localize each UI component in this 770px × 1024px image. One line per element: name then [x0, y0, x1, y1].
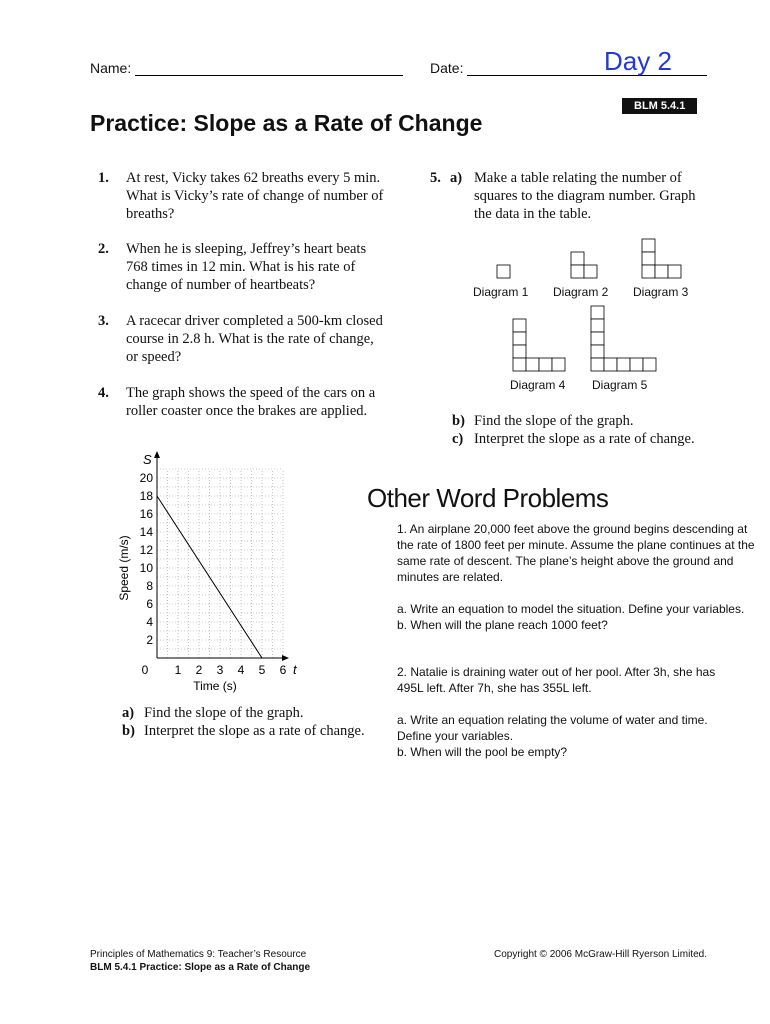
y-tick-label: 8: [146, 579, 153, 593]
y-axis-label: Speed (m/s): [117, 535, 131, 601]
x-tick-label: 5: [258, 663, 266, 677]
footer-copyright: Copyright © 2006 McGraw-Hill Ryerson Limited.: [494, 949, 707, 960]
question-1: [98, 169, 383, 229]
diagram-3-squares: [642, 239, 681, 278]
x-axis-label: Time (s): [193, 679, 237, 693]
question-text: Make a table relating the number of squares to the diagram number. Graph the data in the table.: [474, 170, 696, 222]
word-problem-2-part-b: b. When will the pool be empty?: [397, 745, 568, 759]
question-text: When he is sleeping, Jeffrey’s heart beats 768 times in 12 min. What is his rate of change of number of heartbeats?: [126, 241, 367, 293]
y-tick-label: 14: [139, 525, 153, 539]
y-tick-label: 2: [146, 633, 153, 647]
x-axis-letter: t: [293, 662, 297, 677]
y-tick-label: 6: [146, 597, 153, 611]
y-tick-label: 20: [139, 471, 153, 485]
x-tick-label: 0: [141, 663, 149, 677]
x-tick-label: 2: [195, 663, 203, 677]
y-axis-arrow: [154, 451, 160, 458]
graph-tick-labels: [140, 471, 287, 677]
word-problem-2-part-a: a. Write an equation relating the volume of water and time. Define your variables.: [397, 713, 708, 743]
question-number: 4.: [98, 385, 109, 401]
q5-part-b: [452, 412, 633, 430]
diagram-4-squares: [513, 319, 565, 371]
part-text: Find the slope of the graph.: [144, 705, 304, 721]
word-problem-2-text: 2. Natalie is draining water out of her pool. After 3h, she has 495L left. After 7h, she has 355L left.: [397, 665, 716, 695]
page-title: Practice: Slope as a Rate of Change: [90, 110, 483, 136]
blm-badge: BLM 5.4.1: [622, 98, 697, 114]
graph-grid: [157, 469, 283, 658]
diagram-1-label: Diagram 1: [473, 285, 529, 299]
y-tick-label: 10: [139, 561, 153, 575]
question-text: The graph shows the speed of the cars on a roller coaster once the brakes are applied.: [126, 385, 376, 419]
diagram-1-squares: [497, 265, 510, 278]
part-label: c): [452, 431, 464, 447]
y-tick-label: 18: [139, 489, 153, 503]
name-label: Name:: [90, 60, 132, 76]
y-tick-label: 4: [146, 615, 153, 629]
diagram-5-squares: [591, 306, 656, 371]
x-tick-label: 6: [279, 663, 287, 677]
y-tick-label: 16: [139, 507, 153, 521]
question-text: At rest, Vicky takes 62 breaths every 5 min. What is Vicky’s rate of change of number of breaths?: [126, 170, 384, 222]
diagram-2-squares: [571, 252, 597, 278]
x-tick-label: 1: [174, 663, 182, 677]
question-5: [430, 169, 720, 229]
part-label: b): [452, 413, 465, 429]
word-problem-1-text: 1. An airplane 20,000 feet above the ground begins descending at the rate of 1800 feet per minute. Assume the plane continues at the same rate of descent. The plane’s height above the ground and minutes are related.: [397, 522, 755, 584]
footer-blm-title: BLM 5.4.1 Practice: Slope as a Rate of Change: [90, 962, 311, 973]
question-number: 2.: [98, 241, 109, 257]
date-label: Date:: [430, 60, 464, 76]
question-2: [98, 240, 383, 300]
square-diagrams: [460, 230, 720, 400]
footer-resource-title: Principles of Mathematics 9: Teacher’s Resource: [90, 949, 307, 960]
speed-time-graph: [110, 448, 310, 698]
question-number: 1.: [98, 170, 109, 186]
diagram-4-label: Diagram 4: [510, 378, 566, 392]
question-3: [98, 312, 383, 372]
part-label: a): [122, 705, 135, 721]
word-problem-1-part-b: b. When will the plane reach 1000 feet?: [397, 618, 608, 632]
x-tick-label: 4: [237, 663, 245, 677]
part-text: Interpret the slope as a rate of change.: [144, 723, 365, 739]
part-label: b): [122, 723, 135, 739]
part-label: a): [450, 170, 463, 186]
diagram-5-label: Diagram 5: [592, 378, 648, 392]
part-text: Find the slope of the graph.: [474, 413, 634, 429]
q4-part-b: [122, 722, 365, 740]
name-field: [90, 60, 403, 76]
part-text: Interpret the slope as a rate of change.: [474, 431, 695, 447]
question-4: [98, 384, 383, 444]
name-blank-line[interactable]: [135, 61, 403, 76]
question-text: A racecar driver completed a 500-km closed course in 2.8 h. What is the rate of change, or speed?: [126, 313, 383, 365]
y-tick-label: 12: [139, 543, 153, 557]
other-word-problems-heading: Other Word Problems: [367, 483, 609, 513]
handwritten-day-note: Day 2: [604, 46, 672, 76]
diagram-3-label: Diagram 3: [633, 285, 689, 299]
word-problem-1-part-a: a. Write an equation to model the situation. Define your variables.: [397, 602, 745, 616]
q5-part-c: [452, 430, 695, 448]
diagram-2-label: Diagram 2: [553, 285, 609, 299]
x-tick-label: 3: [216, 663, 224, 677]
q4-part-a: [122, 704, 303, 722]
question-number: 3.: [98, 313, 109, 329]
y-axis-letter: S: [143, 452, 152, 467]
question-number: 5.: [430, 170, 441, 186]
graph-axes: [154, 451, 289, 661]
x-axis-arrow: [282, 655, 289, 661]
